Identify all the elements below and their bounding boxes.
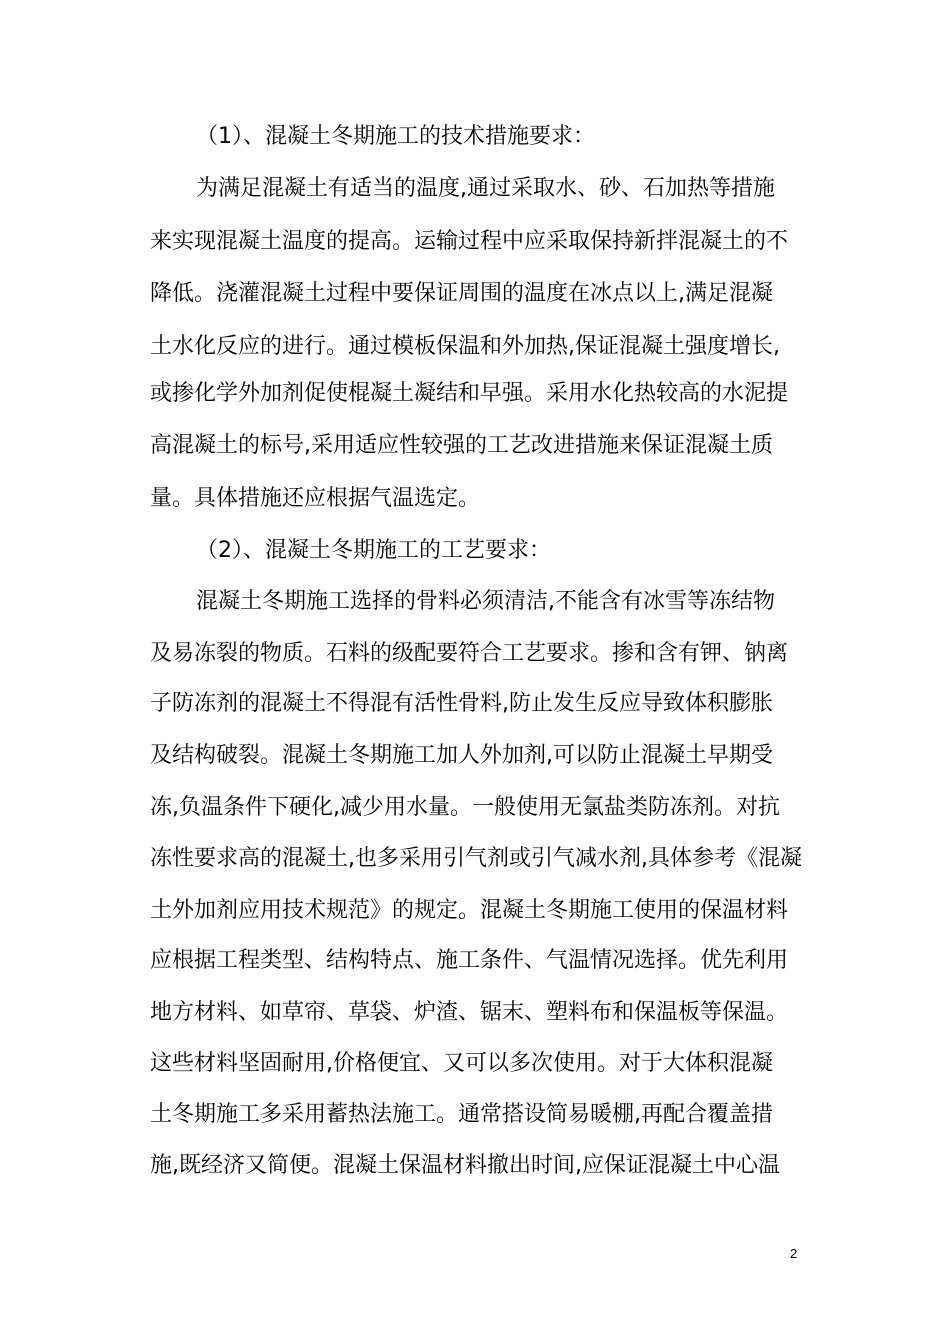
paragraph-line: 为满足混凝土有适当的温度,通过采取水、砂、石加热等措施 [196,176,775,201]
paragraph-line: 量。具体措施还应根据气温选定。 [150,486,481,511]
heading-1: （1）、混凝土冬期施工的技术措施要求： [196,124,595,149]
paragraph-line: 土外加剂应用技术规范》的规定。混凝土冬期施工使用的保温材料 [150,898,789,923]
paragraph-line: 降低。浇灌混凝土过程中要保证周围的温度在冰点以上,满足混凝 [150,281,773,306]
paragraph-line: 及结构破裂。混凝土冬期施工加人外加剂,可以防止混凝土早期受 [150,743,773,768]
paragraph-line: 高混凝土的标号,采用适应性较强的工艺改进措施来保证混凝土质 [150,433,773,458]
paragraph-line: 冻,负温条件下硬化,减少用水量。一般使用无氯盐类防冻剂。对抗 [150,795,780,820]
heading-2: （2）、混凝土冬期施工的工艺要求： [196,538,551,563]
paragraph-line: 及易冻裂的物质。石料的级配要符合工艺要求。掺和含有钾、钠离 [150,641,789,666]
paragraph-line: 来实现混凝土温度的提高。运输过程中应采取保持新拌混凝土的不 [150,229,789,254]
paragraph-line: 这些材料坚固耐用,价格便宜、又可以多次使用。对于大体积混凝 [150,1051,773,1076]
paragraph-line: 地方材料、如草帘、草袋、炉渣、锯末、塑料布和保温板等保温。 [150,1000,789,1025]
paragraph-line: 土水化反应的进行。通过模板保温和外加热,保证混凝土强度增长, [150,334,780,359]
paragraph-line: 应根据工程类型、结构特点、施工条件、气温情况选择。优先利用 [150,948,789,973]
paragraph-line: 冻性要求高的混凝土,也多采用引气剂或引气减水剂,具体参考《混凝 [150,846,802,871]
page-number: 2 [790,1246,798,1261]
paragraph-line: 施,既经济又简便。混凝土保温材料撤出时间,应保证混凝土中心温 [150,1153,780,1178]
paragraph-line: 或掺化学外加剂促使棍凝土凝结和早强。采用水化热较高的水泥提 [150,381,789,406]
paragraph-line: 子防冻剂的混凝土不得混有活性骨料,防止发生反应导致体积膨胀 [150,691,773,716]
paragraph-line: 混凝土冬期施工选择的骨料必须清洁,不能含有冰雪等冻结物 [196,589,775,614]
paragraph-line: 土冬期施工多采用蓄热法施工。通常搭设简易暖棚,再配合覆盖措 [150,1102,773,1127]
